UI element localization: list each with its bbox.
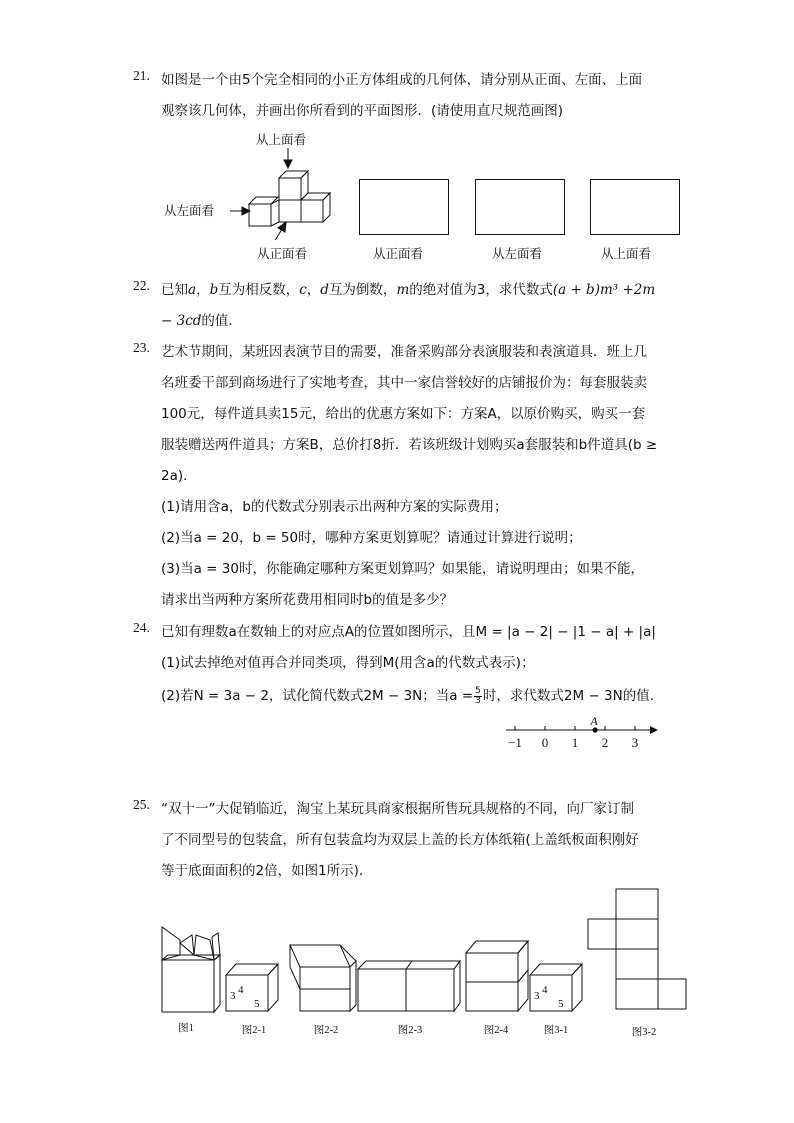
q22-text-line2: − 3cd的值． xyxy=(161,313,242,329)
point-a-label: A xyxy=(590,714,598,728)
q21-answer-box-left xyxy=(475,179,565,235)
q21-label-front: 从正面看 xyxy=(257,246,308,261)
dim-label-3-b: 3 xyxy=(534,990,540,1002)
q25-box-figures xyxy=(150,885,695,1045)
q23-subquestion-2: (2)当a = 20，b = 50时，哪种方案更划算呢？请通过计算进行说明； xyxy=(161,530,582,546)
figure-2-4-box xyxy=(466,941,528,1011)
q23-paragraph-line1: 艺术节期间，某班因表演节目的需要，准备采购部分表演服装和表演道具．班上几 xyxy=(161,344,647,360)
caption-fig3-2: 图3-2 xyxy=(631,1027,657,1038)
q23-number: 23. xyxy=(133,340,150,355)
caption-fig2-2: 图2-2 xyxy=(313,1025,339,1036)
q21-text-line1: 如图是一个由5个完全相同的小正方体组成的几何体，请分别从正面、左面、上面 xyxy=(161,72,643,88)
q21-cube-figure xyxy=(230,140,350,240)
q24-number: 24. xyxy=(133,620,150,635)
q23-paragraph-line4: 服装赠送两件道具；方案B，总价打8折．若该班级计划购买a套服装和b件道具(b ≥ xyxy=(161,437,658,453)
q21-caption-front: 从正面看 xyxy=(373,246,424,261)
axis-tick-label: 3 xyxy=(631,735,639,750)
q24-fraction: $\frac{5}{3}$ xyxy=(475,685,481,706)
dim-label-5-b: 5 xyxy=(558,998,564,1010)
axis-tick-label: 1 xyxy=(571,735,579,750)
dim-label-4-b: 4 xyxy=(542,984,548,996)
q22-text-line1: 已知a，b互为相反数，c，d互为倒数，m的绝对值为3，求代数式(a + b)m³ +2m xyxy=(161,282,656,298)
q24-text-line1: 已知有理数a在数轴上的对应点A的位置如图所示，且M = |a − 2| − |1 − a| + |a| xyxy=(161,624,656,640)
q21-caption-top: 从上面看 xyxy=(601,246,652,261)
q23-paragraph-line5: 2a)． xyxy=(161,468,197,484)
figure-2-3-box xyxy=(358,961,460,1011)
q21-caption-left: 从左面看 xyxy=(492,246,543,261)
q23-paragraph-line3: 100元，每件道具卖15元，给出的优惠方案如下：方案A，以原价购买，购买一套 xyxy=(161,406,646,422)
q21-label-top: 从上面看 xyxy=(256,132,307,147)
q24-subquestion-1: (1)试去掉绝对值再合并同类项，得到M(用含a的代数式表示)； xyxy=(161,655,535,671)
figure-2-1-box xyxy=(226,964,278,1011)
point-a-marker xyxy=(593,727,598,732)
q25-number: 25. xyxy=(133,797,150,812)
axis-tick-label: 0 xyxy=(541,735,549,750)
q24-subquestion-2: (2)若N = 3a − 2，试化简代数式2M − 3N；当a = $\frac{5}{3}$ 时，求代数式2M − 3N的值． xyxy=(161,685,664,706)
caption-fig2-4: 图2-4 xyxy=(483,1025,509,1036)
dim-label-3-a: 3 xyxy=(230,990,236,1002)
q23-subquestion-3: (3)当a = 30时，你能确定哪种方案更划算吗？如果能，请说明理由；如果不能， xyxy=(161,561,644,577)
dim-label-5-a: 5 xyxy=(254,998,260,1010)
figure-3-2-net xyxy=(588,889,686,1009)
q25-text-line1: “双十一”大促销临近，淘宝上某玩具商家根据所售玩具规格的不同，向厂家订制 xyxy=(161,801,634,817)
axis-tick-label: −1 xyxy=(508,735,522,750)
dim-label-4-a: 4 xyxy=(238,984,244,996)
axis-tick-label: 2 xyxy=(601,735,609,750)
figure-2-2-box xyxy=(290,945,356,1011)
q21-answer-box-front xyxy=(359,179,449,235)
q24-number-line xyxy=(500,712,665,756)
q23-paragraph-line2: 名班委干部到商场进行了实地考查，其中一家信誉较好的店铺报价为：每套服装卖 xyxy=(161,375,647,391)
caption-fig1: 图1 xyxy=(178,1023,194,1034)
q21-label-left: 从左面看 xyxy=(164,203,215,218)
q22-number: 22. xyxy=(133,278,150,293)
q25-text-line3: 等于底面面积的2倍，如图1所示)． xyxy=(161,863,373,879)
figure-1-open-box xyxy=(162,927,220,1012)
q21-text-line2: 观察该几何体，并画出你所看到的平面图形．(请使用直尺规范画图) xyxy=(161,103,564,119)
q25-text-line2: 了不同型号的包装盒，所有包装盒均为双层上盖的长方体纸箱(上盖纸板面积刚好 xyxy=(161,832,639,848)
caption-fig2-3: 图2-3 xyxy=(397,1025,423,1036)
caption-fig2-1: 图2-1 xyxy=(241,1025,267,1036)
q21-number: 21. xyxy=(133,68,150,83)
figure-3-1-box xyxy=(530,964,582,1011)
caption-fig3-1: 图3-1 xyxy=(543,1025,569,1036)
q22-expression: (a + b)m³ +2m xyxy=(552,282,656,298)
q21-answer-box-top xyxy=(590,179,680,235)
q23-subquestion-1: (1)请用含a，b的代数式分别表示出两种方案的实际费用； xyxy=(161,499,508,515)
q23-subquestion-3-cont: 请求出当两种方案所花费用相同时b的值是多少？ xyxy=(161,592,454,608)
